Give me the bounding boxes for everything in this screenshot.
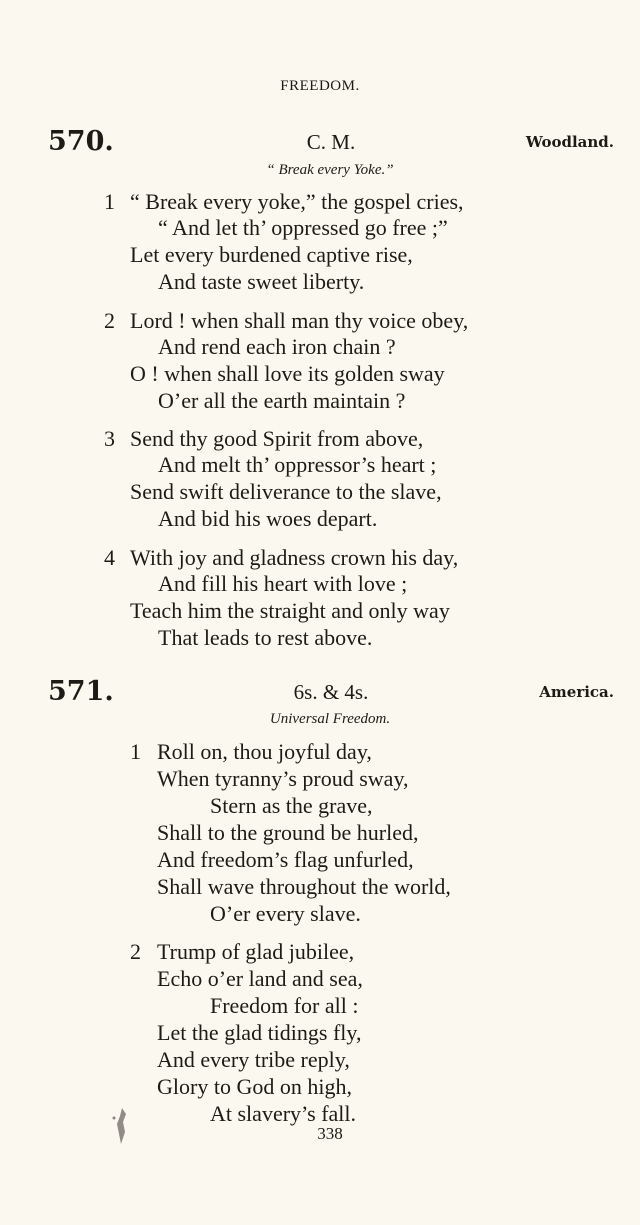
hymn-570-heading <box>48 126 614 162</box>
verse-line: Teach him the straight and only way <box>130 598 450 623</box>
verse-line: Echo o’er land and sea, <box>157 966 363 991</box>
verse-line: Trump of glad jubilee, <box>157 939 355 964</box>
verse-line: Stern as the grave, <box>210 793 373 818</box>
page-number: 338 <box>317 1124 343 1143</box>
verse-number: 4 <box>104 545 115 570</box>
verse-line: And fill his heart with love ; <box>158 571 408 596</box>
hymn-subtitle: “ Break every Yoke.” <box>266 162 394 178</box>
verse-line: Let every burdened captive rise, <box>130 242 413 267</box>
verse-number: 1 <box>130 739 141 764</box>
verse-number: 3 <box>104 426 115 451</box>
verse-line: O ! when shall love its golden sway <box>130 361 445 386</box>
verse-line: When tyranny’s proud sway, <box>157 766 409 791</box>
verse-line: That leads to rest above. <box>158 625 373 650</box>
verse-line: And bid his woes depart. <box>158 506 378 531</box>
verse-line: Shall wave throughout the world, <box>157 874 451 899</box>
verse-line: Freedom for all : <box>210 993 359 1018</box>
verse-line: Lord ! when shall man thy voice obey, <box>130 308 469 333</box>
hymn-number: 571. <box>48 676 114 707</box>
verse-line: Shall to the ground be hurled, <box>157 820 419 845</box>
verse-number: 1 <box>104 189 115 214</box>
verse-number: 2 <box>104 308 115 333</box>
hymn-571-heading <box>48 676 614 712</box>
verse-line: Let the glad tidings fly, <box>157 1020 362 1045</box>
hymn-number: 570. <box>48 126 114 157</box>
verse-line: And rend each iron chain ? <box>158 334 396 359</box>
verse-number: 2 <box>130 939 141 964</box>
running-header: FREEDOM. <box>280 78 360 94</box>
verse-line: Send swift deliverance to the slave, <box>130 479 442 504</box>
verse-line: Send thy good Spirit from above, <box>130 426 424 451</box>
verse-line: And every tribe reply, <box>157 1047 350 1072</box>
verse-line: And taste sweet liberty. <box>158 269 365 294</box>
verse-line: With joy and gladness crown his day, <box>130 545 459 570</box>
verse-line: “ Break every yoke,” the gospel cries, <box>130 189 464 214</box>
verse-line: And freedom’s flag unfurled, <box>157 847 414 872</box>
tune-name: Woodland. <box>525 133 614 151</box>
verse-line: At slavery’s fall. <box>210 1101 357 1126</box>
tune-name: America. <box>539 683 614 701</box>
hymn-subtitle: Universal Freedom. <box>269 711 391 727</box>
verse-line: Roll on, thou joyful day, <box>157 739 372 764</box>
verse-line: O’er all the earth maintain ? <box>158 388 406 413</box>
hymn-meter: C. M. <box>306 130 356 154</box>
hymn-meter: 6s. & 4s. <box>293 680 369 704</box>
verse-line: Glory to God on high, <box>157 1074 352 1099</box>
verse-line: O’er every slave. <box>210 901 361 926</box>
verse-line: And melt th’ oppressor’s heart ; <box>158 452 437 477</box>
verse-line: “ And let th’ oppressed go free ;” <box>158 215 448 240</box>
